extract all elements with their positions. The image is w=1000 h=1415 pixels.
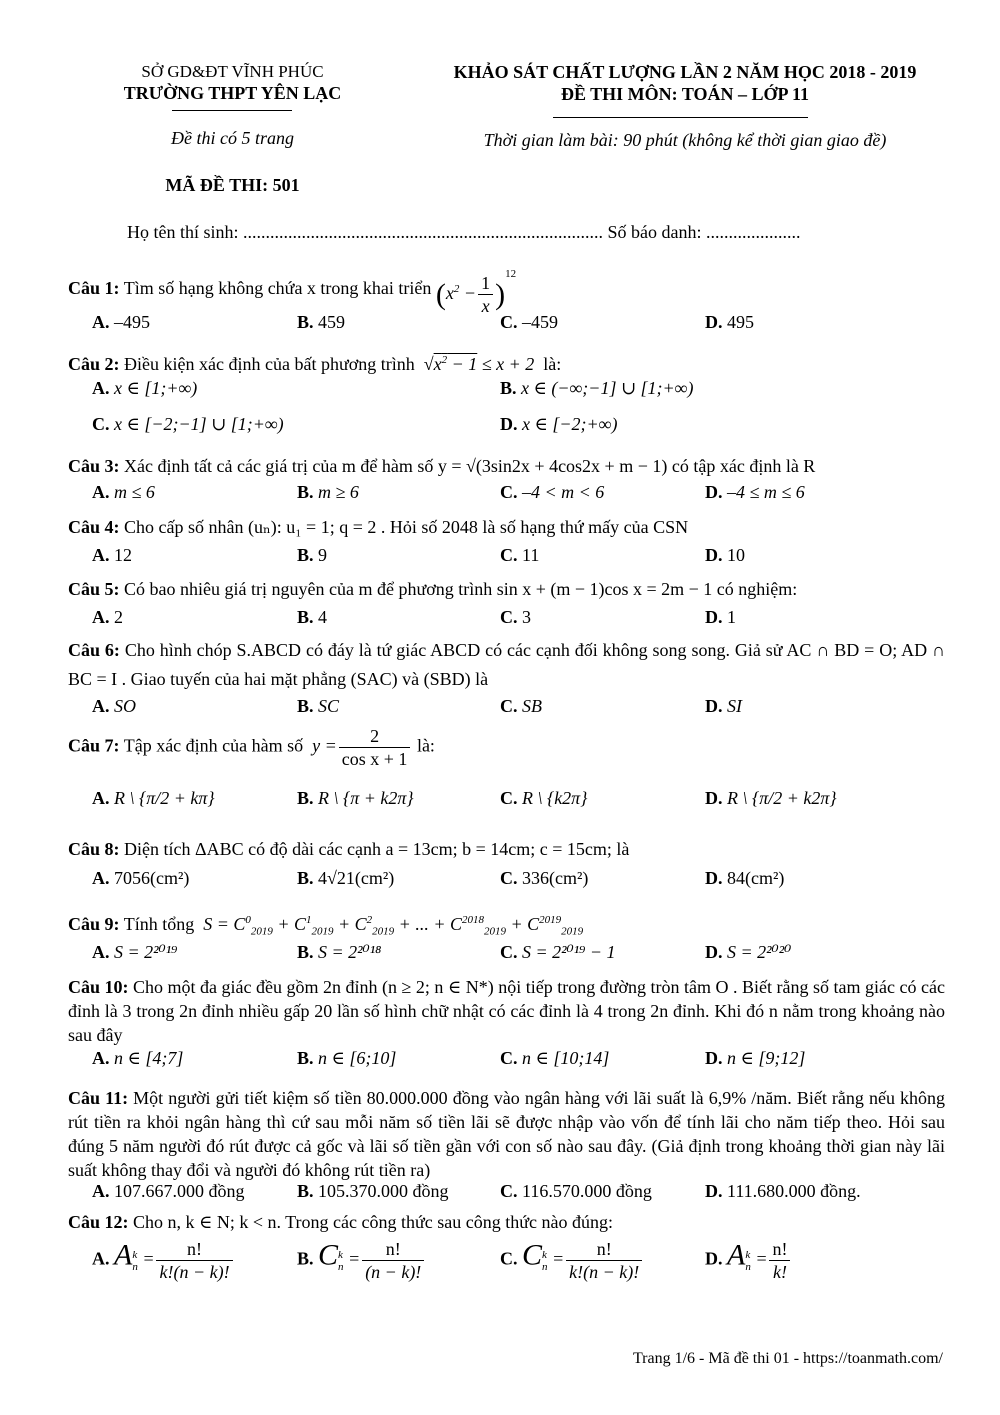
question-6: Câu 6: Cho hình chóp S.ABCD có đáy là tứ giác ABCD có các cạnh đối không song song. Giả sử AC ∩ BD = O; AD ∩ BC = I . Giao tuyến của hai mặt phẳng (SAC) và (SBD) là — [68, 640, 946, 689]
question-10: Câu 10: Cho một đa giác đều gồm 2n đỉnh (n ≥ 2; n ∈ N*) nội tiếp trong đường tròn tâm O . Biết rằng số tam giác có các đỉnh là 3 trong 2n đỉnh nhiều gấp 20 lần số hình chữ nhật có các đỉnh là 4 trong 2n đỉnh. Khi đó n nằm trong khoảng nào sau đây — [68, 977, 945, 1045]
time-note: Thời gian làm bài: 90 phút (không kể thời gian giao đề) — [483, 130, 887, 150]
header-right-rule — [553, 117, 808, 118]
q6-option-b[interactable]: B. SC — [297, 696, 340, 716]
question-5: Câu 5: Có bao nhiêu giá trị nguyên của m để phương trình sin x + (m − 1)cos x = 2m − 1 có nghiệm: — [68, 579, 798, 599]
q10-option-a[interactable]: A. n ∈ [4;7] — [92, 1048, 184, 1068]
q1-option-c[interactable]: C. –459 — [500, 312, 558, 332]
q6-option-d[interactable]: D. SI — [705, 696, 742, 716]
q8-option-c[interactable]: C. 336(cm²) — [500, 868, 589, 888]
q12-option-a[interactable]: A. Ak n = $\frac{n!}{k!(n - k)!}$ — [92, 1238, 235, 1283]
q10-option-b[interactable]: B. n ∈ [6;10] — [297, 1048, 397, 1068]
q1-option-d[interactable]: D. 495 — [705, 312, 754, 332]
q11-option-d[interactable]: D. 111.680.000 đồng. — [705, 1181, 861, 1201]
question-12: Câu 12: Cho n, k ∈ N; k < n. Trong các công thức sau công thức nào đúng: — [68, 1212, 613, 1232]
q9-option-b[interactable]: B. S = 2²⁰¹⁸ — [297, 942, 382, 962]
q1-option-a[interactable]: A. –495 — [92, 312, 150, 332]
question-9: Câu 9: Tính tổng $S = C^0_{2019} + C^1_{2019} + C^2_{2019}$ + ... + $C^{2018}_{2019} + C^{2019}_{2019}$ — [68, 914, 584, 938]
exam-code: MÃ ĐỀ THI: 501 — [165, 175, 300, 195]
q5-option-b[interactable]: B. 4 — [297, 607, 328, 627]
question-8: Câu 8: Diện tích ΔABC có độ dài các cạnh a = 13cm; b = 14cm; c = 15cm; là — [68, 839, 630, 859]
page-footer: Trang 1/6 - Mã đề thi 01 - https://toanmath.com/ — [632, 1350, 943, 1367]
q2-option-b[interactable]: B. x ∈ (−∞;−1] ∪ [1;+∞) — [500, 378, 694, 398]
q6-option-c[interactable]: C. SB — [500, 696, 542, 716]
expansion-expression: ($x^2$ − $\frac{1}{x}$ )$^{12}$ — [435, 268, 517, 317]
sum-expression: $S = C^0_{2019} + C^1_{2019} + C^2_{2019}$ + ... + $C^{2018}_{2019} + C^{2019}_{2019}$ — [198, 914, 584, 938]
q2-option-c[interactable]: C. x ∈ [−2;−1] ∪ [1;+∞) — [92, 414, 284, 434]
pages-note: Đề thi có 5 trang — [171, 128, 294, 148]
q7-option-c[interactable]: C. R \ {k2π} — [500, 788, 588, 808]
q11-option-c[interactable]: C. 116.570.000 đồng — [500, 1181, 652, 1201]
q12-option-c[interactable]: C. Ck n = $\frac{n!}{k!(n - k)!}$ — [500, 1238, 644, 1283]
q5-option-a[interactable]: A. 2 — [92, 607, 123, 627]
q9-option-d[interactable]: D. S = 2²⁰²⁰ — [705, 942, 792, 962]
q4-option-c[interactable]: C. 11 — [500, 545, 540, 565]
q4-option-b[interactable]: B. 9 — [297, 545, 328, 565]
q12-option-b[interactable]: B. Ck n = $\frac{n!}{(n - k)!}$ — [297, 1238, 426, 1283]
exam-subject: ĐỀ THI MÔN: TOÁN – LỚP 11 — [560, 84, 810, 104]
question-4: Câu 4: Cho cấp số nhân (uₙ): u₁ = 1; q = 2 . Hỏi số 2048 là số hạng thứ mấy của CSN — [68, 517, 689, 537]
q6-option-a[interactable]: A. SO — [92, 696, 136, 716]
q10-option-c[interactable]: C. n ∈ [10;14] — [500, 1048, 610, 1068]
q4-option-a[interactable]: A. 12 — [92, 545, 132, 565]
function-expression: y = — [307, 735, 337, 756]
q2-option-a[interactable]: A. x ∈ [1;+∞) — [92, 378, 198, 398]
question-7: Câu 7: Tập xác định của hàm số y = $\frac{2}{\text{cos x + 1}}$ là: — [68, 726, 435, 769]
q12-option-d[interactable]: D. Ak n = $\frac{n!}{k!}$ — [705, 1238, 792, 1283]
q2-option-d[interactable]: D. x ∈ [−2;+∞) — [500, 414, 618, 434]
q9-option-c[interactable]: C. S = 2²⁰¹⁹ − 1 — [500, 942, 616, 962]
q1-option-b[interactable]: B. 459 — [297, 312, 346, 332]
school-name: TRƯỜNG THPT YÊN LẠC — [123, 83, 342, 103]
q5-option-d[interactable]: D. 1 — [705, 607, 736, 627]
student-info-line: Họ tên thí sinh: ................................................................................ Số báo danh: ..................... — [127, 222, 801, 242]
q7-option-b[interactable]: B. R \ {π + k2π} — [297, 788, 414, 808]
question-2: Câu 2: Điều kiện xác định của bất phương trình $√x^2 - 1 \le x + 2$ là: — [68, 354, 562, 374]
question-3: Câu 3: Xác định tất cả các giá trị của m để hàm số y = √(3sin2x + 4cos2x + m − 1) có tập xác định là R — [68, 456, 816, 476]
q7-option-a[interactable]: A. R \ {π/2 + kπ} — [92, 788, 215, 808]
q3-option-d[interactable]: D. –4 ≤ m ≤ 6 — [705, 482, 805, 502]
q3-option-c[interactable]: C. –4 < m < 6 — [500, 482, 605, 502]
q8-option-a[interactable]: A. 7056(cm²) — [92, 868, 190, 888]
department-name: SỞ GD&ĐT VĨNH PHÚC — [141, 62, 324, 81]
q5-option-c[interactable]: C. 3 — [500, 607, 531, 627]
q3-option-b[interactable]: B. m ≥ 6 — [297, 482, 359, 502]
q8-option-b[interactable]: B. 4√21(cm²) — [297, 868, 395, 888]
question-11: Câu 11: Một người gửi tiết kiệm số tiền 80.000.000 đồng vào ngân hàng với lãi suất là 6,9% /năm. Biết rằng nếu không rút tiền ra khỏi ngân hàng thì cứ sau mỗi năm số tiền lãi sẽ được nhập vào vốn để tính lãi cho năm tiếp theo. Hỏi sau đúng 5 năm người đó rút được cả gốc và lãi số tiền gần với con số nào sau đây. (Giả định trong khoảng thời gian này lãi suất không thay đổi và người đó không rút tiền ra) — [68, 1088, 946, 1180]
q4-option-d[interactable]: D. 10 — [705, 545, 745, 565]
q9-option-a[interactable]: A. S = 2²⁰¹⁹ — [92, 942, 178, 962]
header-left-rule — [172, 110, 292, 111]
q10-option-d[interactable]: D. n ∈ [9;12] — [705, 1048, 806, 1068]
q11-option-b[interactable]: B. 105.370.000 đồng — [297, 1181, 449, 1201]
question-1: Câu 1: Tìm số hạng không chứa x trong khai triển ($x^2$ − $\frac{1}{x}$ )$^{12}$ — [68, 262, 945, 317]
q8-option-d[interactable]: D. 84(cm²) — [705, 868, 785, 888]
inequality-expression: $√x^2 - 1 \le x + 2$ — [419, 354, 539, 374]
exam-title: KHẢO SÁT CHẤT LƯỢNG LẦN 2 NĂM HỌC 2018 - 2019 — [453, 62, 917, 82]
q3-option-a[interactable]: A. m ≤ 6 — [92, 482, 155, 502]
q7-option-d[interactable]: D. R \ {π/2 + k2π} — [705, 788, 837, 808]
q11-option-a[interactable]: A. 107.667.000 đồng — [92, 1181, 245, 1201]
